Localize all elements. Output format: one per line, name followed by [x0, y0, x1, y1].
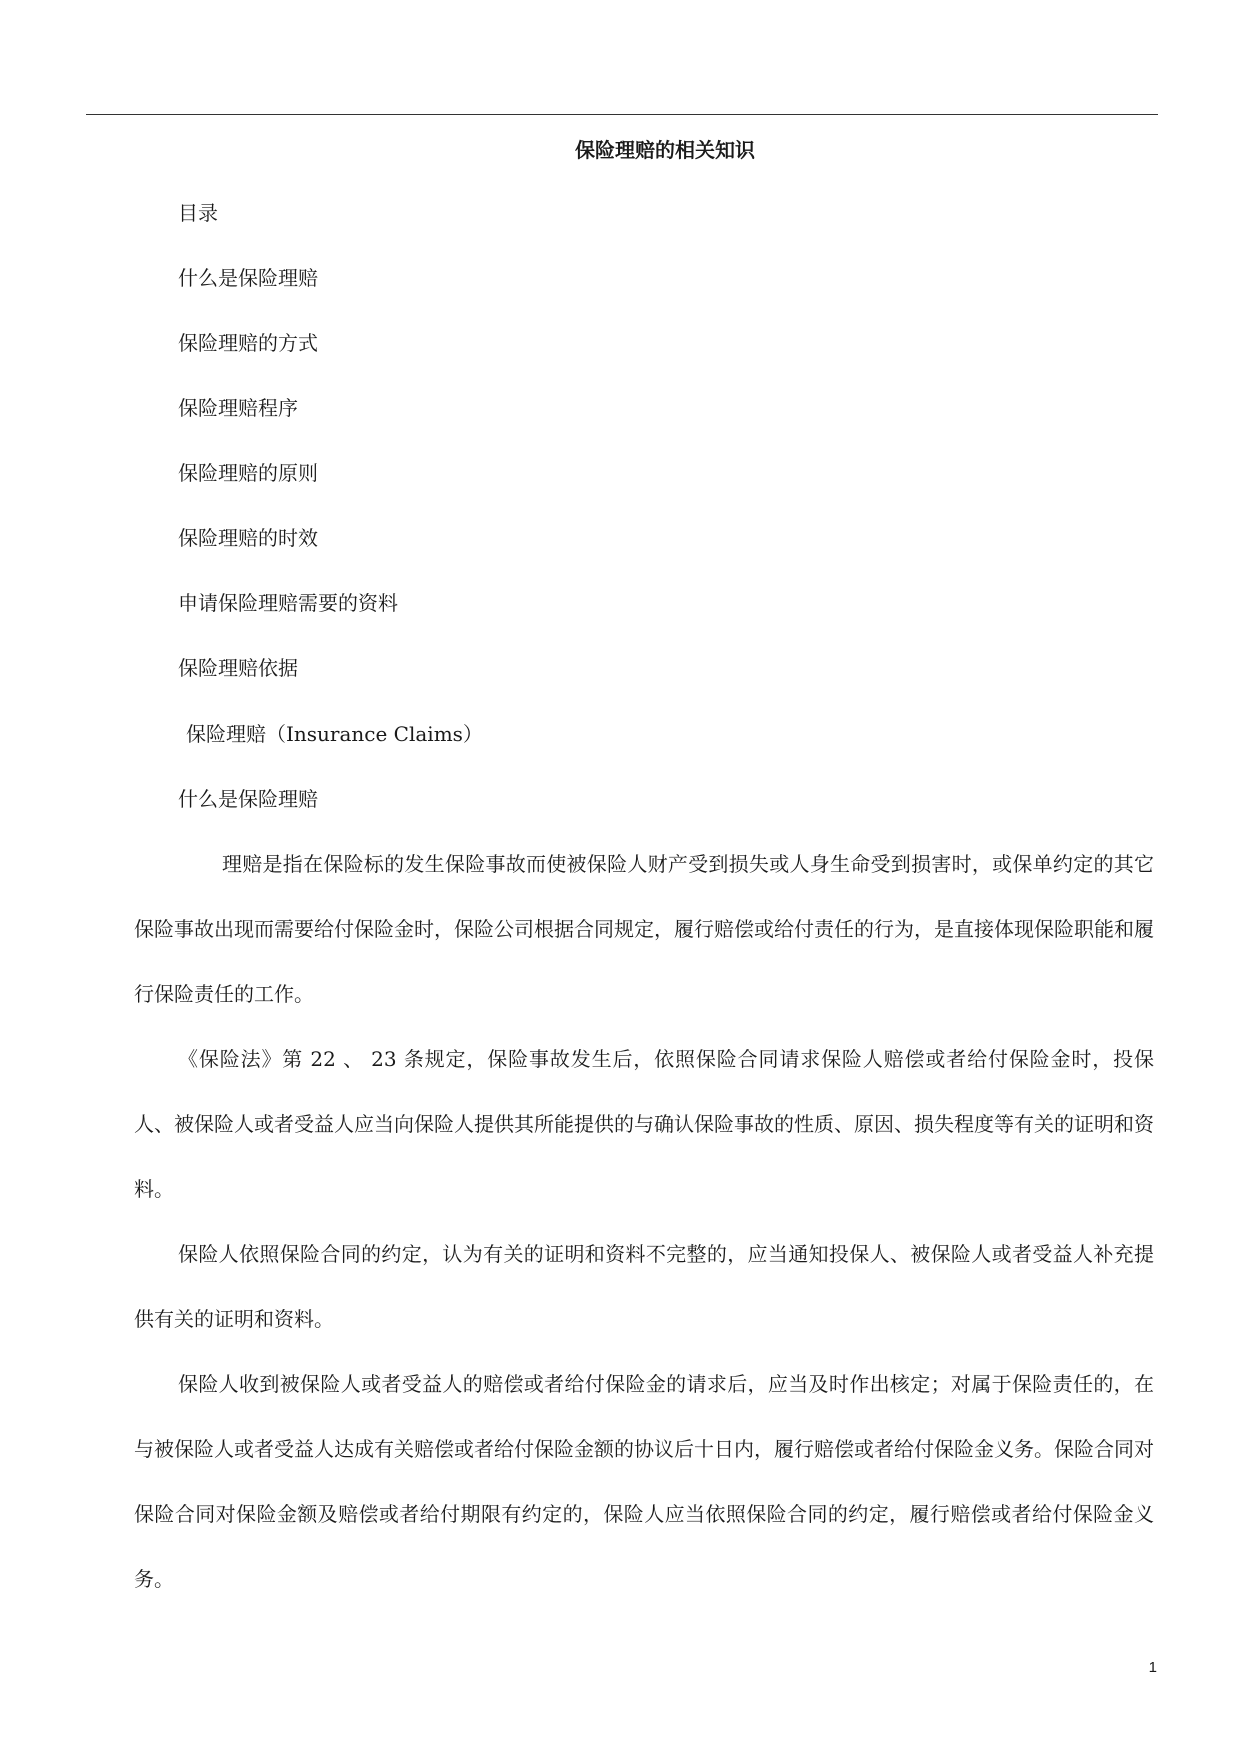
toc-item-claim-basis: 保险理赔依据 — [178, 656, 298, 680]
toc-item-claim-time-limit: 保险理赔的时效 — [178, 526, 318, 550]
toc-item-claim-procedure: 保险理赔程序 — [178, 396, 298, 420]
document-title: 保险理赔的相关知识 — [575, 138, 755, 162]
page-number: 1 — [1148, 1659, 1157, 1676]
paragraph-verification: 保险人收到被保险人或者受益人的赔偿或者给付保险金的请求后，应当及时作出核定；对属于保险责任的，在与被保险人或者受益人达成有关赔偿或者给付保险金额的协议后十日内，履行赔偿或者给付保险金义务。保险合同对保险合同对保险金额及赔偿或者给付期限有约定的，保险人应当依照保险合同的约定，履行赔偿或者给付保险金义务。 — [134, 1372, 1154, 1591]
toc-item-claim-methods: 保险理赔的方式 — [178, 331, 318, 355]
paragraph-insurance-law: 《保险法》第 22 、 23 条规定，保险事故发生后，依照保险合同请求保险人赔偿或者给付保险金时，投保人、被保险人或者受益人应当向保险人提供其所能提供的与确认保险事故的性质、原因、损失程度等有关的证明和资料。 — [134, 1047, 1154, 1201]
toc-heading: 目录 — [178, 201, 218, 225]
toc-item-claim-principles: 保险理赔的原则 — [178, 461, 318, 485]
toc-item-what-is-claim: 什么是保险理赔 — [178, 266, 318, 290]
paragraph-definition: 理赔是指在保险标的发生保险事故而使被保险人财产受到损失或人身生命受到损害时，或保单约定的其它保险事故出现而需要给付保险金时，保险公司根据合同规定，履行赔偿或给付责任的行为，是直接体现保险职能和履行保险责任的工作。 — [134, 852, 1154, 1006]
paragraph-supplement-materials: 保险人依照保险合同的约定，认为有关的证明和资料不完整的，应当通知投保人、被保险人或者受益人补充提供有关的证明和资料。 — [134, 1242, 1154, 1331]
header-rule — [86, 114, 1158, 115]
toc-item-required-materials: 申请保险理赔需要的资料 — [178, 591, 398, 615]
term-heading: 保险理赔（Insurance Claims） — [186, 722, 483, 746]
section-heading: 什么是保险理赔 — [178, 787, 318, 811]
